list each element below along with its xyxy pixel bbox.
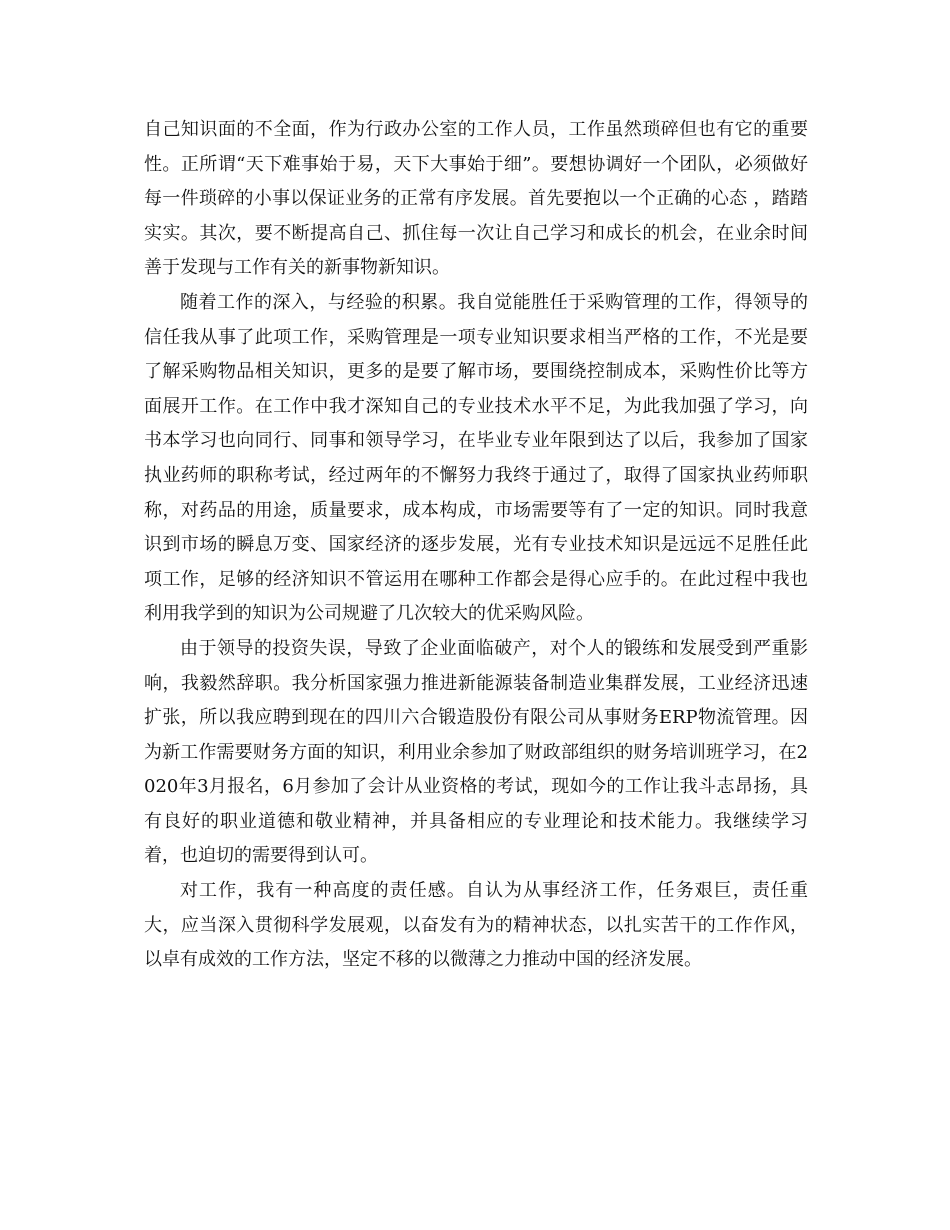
paragraph-2: 随着工作的深入，与经验的积累。我自觉能胜任于采购管理的工作，得领导的信任我从事了此项工作，采购管理是一项专业知识要求相当严格的工作，不光是要了解采购物品相关知识，更多的是要了解市场，要围绕控制成本，采购性价比等方面展开工作。在工作中我才深知自己的专业技术水平不足，为此我加强了学习，向书本学习也向同行、同事和领导学习，在毕业专业年限到达了以后，我参加了国家执业药师的职称考试，经过两年的不懈努力我终于通过了，取得了国家执业药师职称，对药品的用途，质量要求，成本构成，市场需要等有了一定的知识。同时我意识到市场的瞬息万变、国家经济的逐步发展，光有专业技术知识是远远不足胜任此项工作，足够的经济知识不管运用在哪种工作都会是得心应手的。在此过程中我也利用我学到的知识为公司规避了几次较大的优采购风险。 (144, 291, 808, 625)
paragraph-3: 由于领导的投资失误，导致了企业面临破产，对个人的锻练和发展受到严重影响，我毅然辞职。我分析国家强力推进新能源装备制造业集群发展，工业经济迅速扩张，所以我应聘到现在的四川六合锻造股份有限公司从事财务ERP物流管理。因为新工作需要财务方面的知识，利用业余参加了财政部组织的财务培训班学习，在2020年3月报名，6月参加了会计从业资格的考试，现如今的工作让我斗志昂扬，具有良好的职业道德和敬业精神，并具备相应的专业理论和技术能力。我继续学习着，也迫切的需要得到认可。 (144, 637, 808, 867)
document-body (144, 113, 808, 978)
paragraph-1: 自己知识面的不全面，作为行政办公室的工作人员，工作虽然琐碎但也有它的重要性。正所谓“天下难事始于易，天下大事始于细”。要想协调好一个团队，必须做好每一件琐碎的小事以保证业务的正常有序发展。首先要抱以一个正确的心态 ，踏踏实实。其次，要不断提高自己、抓住每一次让自己学习和成长的机会，在业余时间善于发现与工作有关的新事物新知识。 (144, 119, 808, 279)
paragraph-4: 对工作，我有一种高度的责任感。自认为从事经济工作，任务艰巨，责任重大，应当深入贯彻科学发展观，以奋发有为的精神状态，以扎实苦干的工作作风，以卓有成效的工作方法，坚定不移的以微薄之力推动中国的经济发展。 (144, 880, 808, 971)
